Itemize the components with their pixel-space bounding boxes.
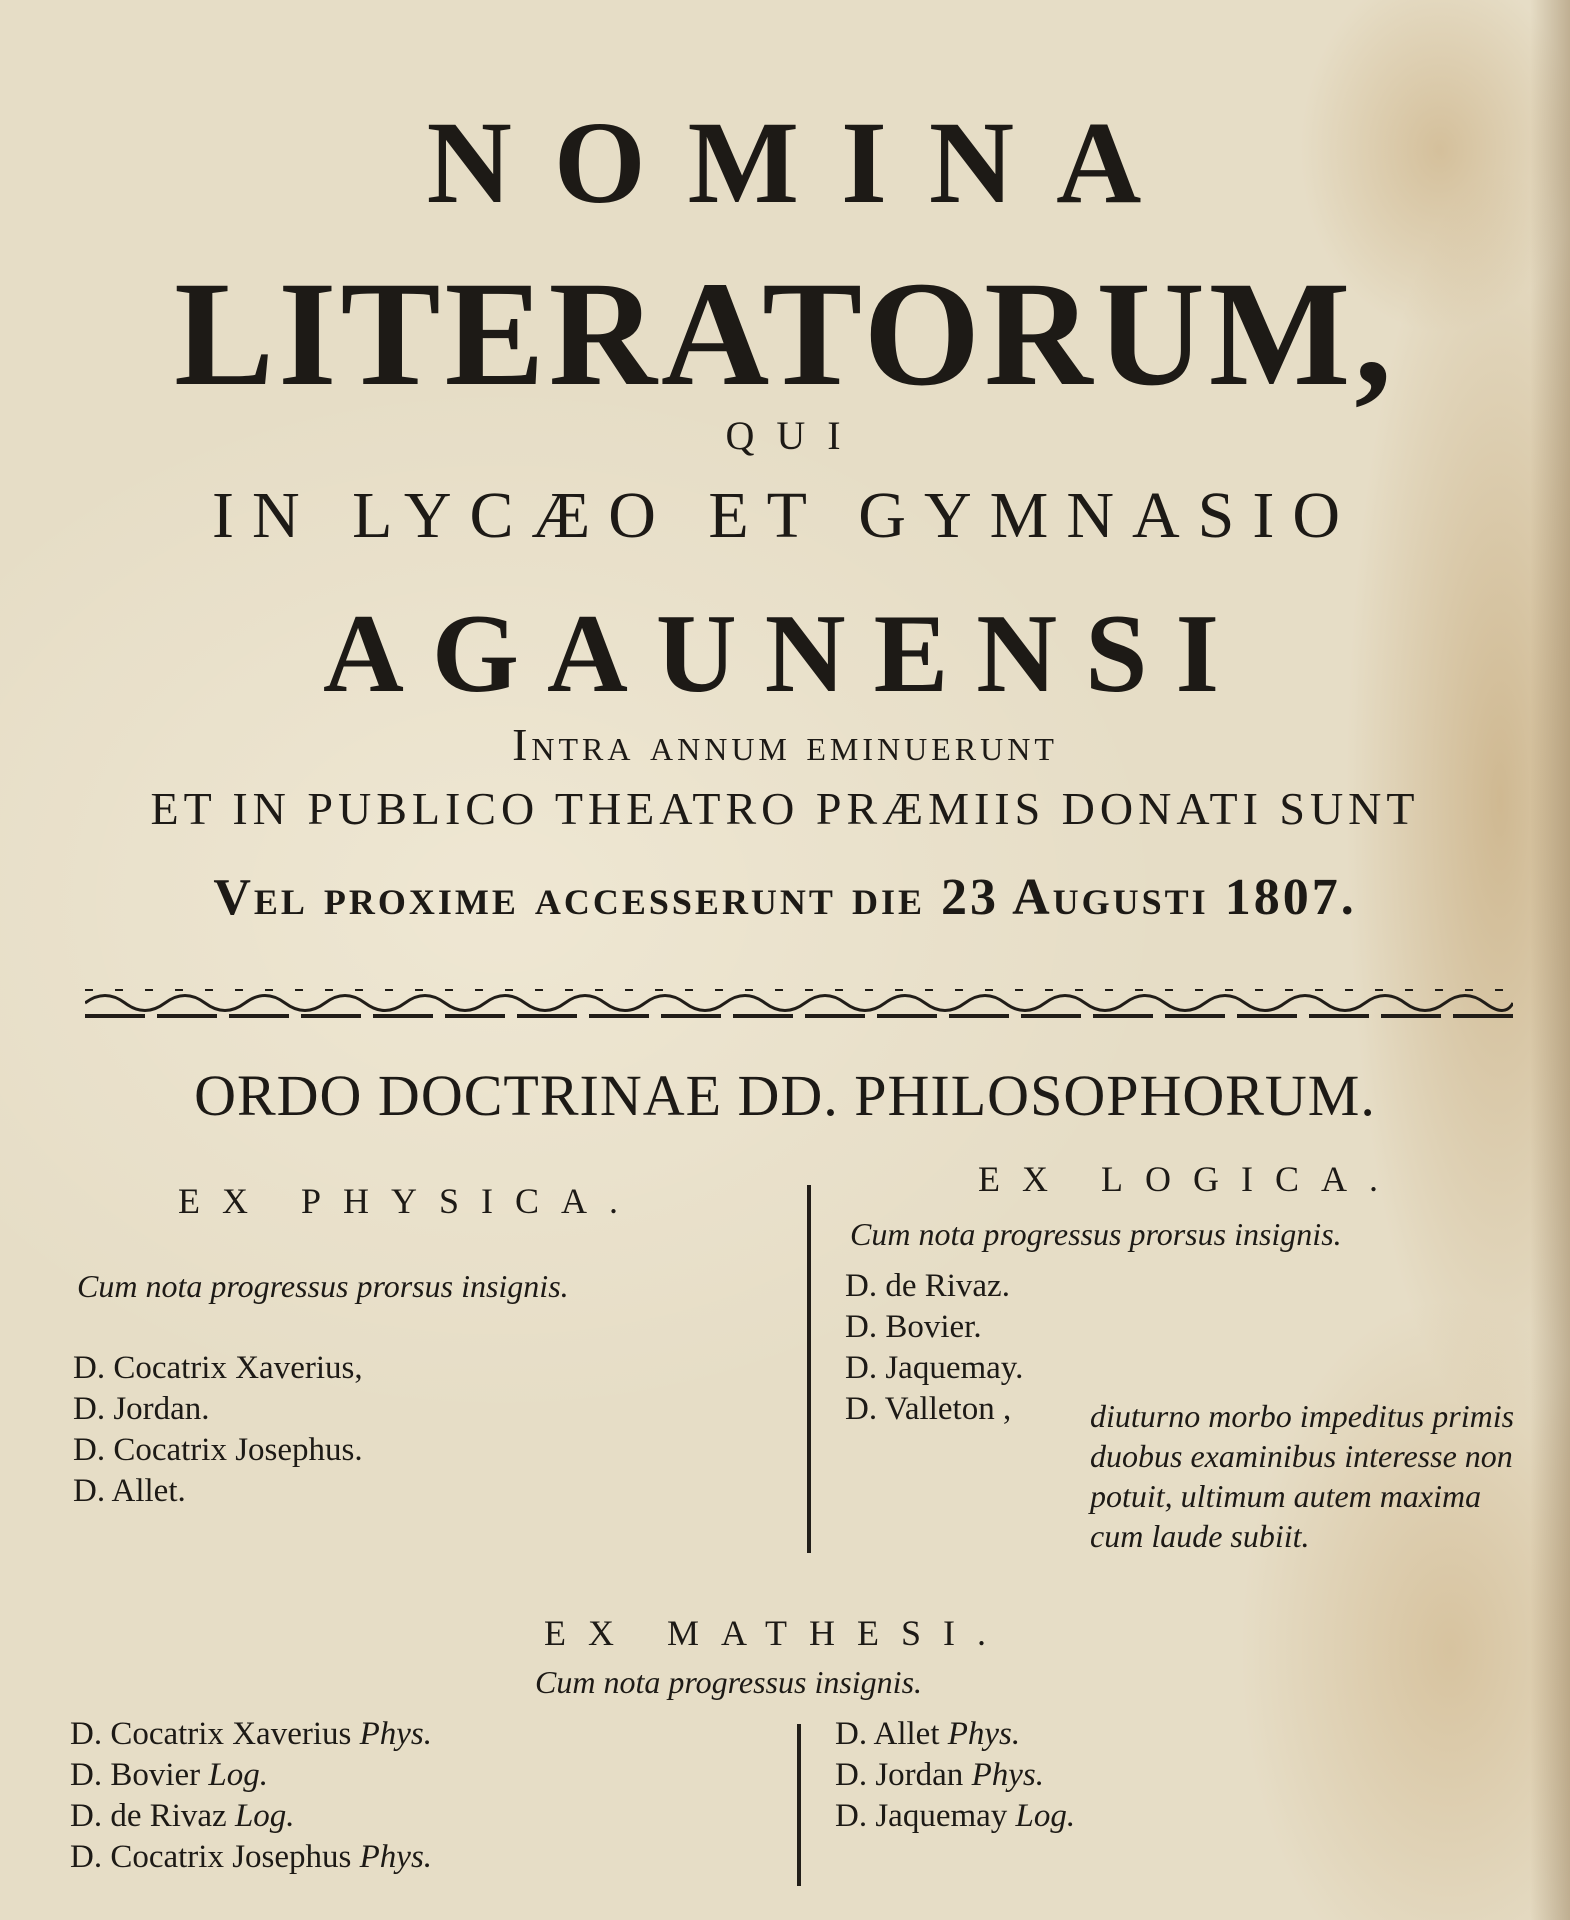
list-item-abbr: Log.	[234, 1798, 295, 1834]
mathesi-list-right	[835, 1714, 1075, 1837]
logica-list	[845, 1266, 1023, 1430]
title-literatorum: LITERATORUM,	[174, 251, 1396, 417]
logica-subtitle: Cum nota progressus prorsus insignis.	[850, 1216, 1342, 1252]
valleton-note-start	[1090, 1396, 1530, 1556]
list-item-name: D. Allet	[835, 1716, 940, 1752]
logica-heading: EX LOGICA.	[978, 1159, 1400, 1199]
list-item: D. de Rivaz.	[845, 1268, 1010, 1304]
list-item	[70, 1796, 432, 1837]
list-item: D. Cocatrix Josephus.	[73, 1432, 363, 1468]
list-item: D. Jaquemay.	[845, 1350, 1024, 1386]
list-item-abbr: Phys.	[359, 1716, 432, 1752]
list-item-name: D. Cocatrix Xaverius	[70, 1716, 352, 1752]
list-item	[70, 1755, 432, 1796]
physica-heading: EX PHYSICA.	[178, 1181, 641, 1221]
list-item-abbr: Log.	[1015, 1798, 1076, 1834]
list-item-name: D. Cocatrix Josephus	[70, 1839, 352, 1875]
mathesi-list-left	[70, 1714, 432, 1878]
valleton-note: diuturno morbo impeditus primis duobus examinibus interesse non potuit, ultimum autem maxima cum laude subiit.	[1090, 1398, 1515, 1554]
list-item: D. Cocatrix Xaverius,	[73, 1350, 363, 1386]
physica-subtitle: Cum nota progressus prorsus insignis.	[77, 1268, 569, 1304]
list-item-abbr: Phys.	[971, 1757, 1044, 1793]
list-item	[835, 1796, 1075, 1837]
title-lycaeo: IN LYCÆO ET GYMNASIO	[211, 479, 1358, 552]
list-item	[835, 1755, 1075, 1796]
column-divider	[797, 1724, 801, 1886]
list-item-name: D. de Rivaz	[70, 1798, 227, 1834]
title-publico-theatro: ET IN PUBLICO THEATRO PRÆMIIS DONATI SUNT	[150, 783, 1420, 834]
column-divider	[807, 1185, 811, 1553]
list-item-abbr: Log.	[208, 1757, 269, 1793]
list-item-name: D. Bovier	[70, 1757, 201, 1793]
physica-list	[73, 1348, 363, 1512]
section-title: ORDO DOCTRINAE DD. PHILOSOPHORUM.	[194, 1063, 1376, 1128]
list-item-name: D. Jaquemay	[835, 1798, 1008, 1834]
title-date-line: Vel proxime accesserunt die 23 Augusti 1807.	[213, 869, 1357, 926]
title-intra-annum: Intra annum eminuerunt	[512, 719, 1058, 770]
list-item: D. Jordan.	[73, 1391, 210, 1427]
mathesi-heading: EX MATHESI.	[544, 1613, 1008, 1653]
list-item-abbr: Phys.	[947, 1716, 1021, 1752]
list-item: D. Valleton ,	[845, 1391, 1012, 1427]
title-nomina: NOMINA	[426, 97, 1184, 228]
list-item: D. Bovier.	[845, 1309, 982, 1345]
list-item: D. Allet.	[73, 1473, 186, 1509]
list-item	[70, 1837, 432, 1878]
title-agaunensi: AGAUNENSI	[322, 592, 1248, 716]
title-qui: QUI	[725, 413, 863, 458]
list-item-abbr: Phys.	[359, 1839, 433, 1875]
ornamental-border	[85, 980, 1513, 1026]
list-item	[70, 1714, 432, 1755]
mathesi-subtitle: Cum nota progressus insignis.	[535, 1664, 923, 1700]
list-item	[835, 1714, 1075, 1755]
list-item-name: D. Jordan	[835, 1757, 964, 1793]
